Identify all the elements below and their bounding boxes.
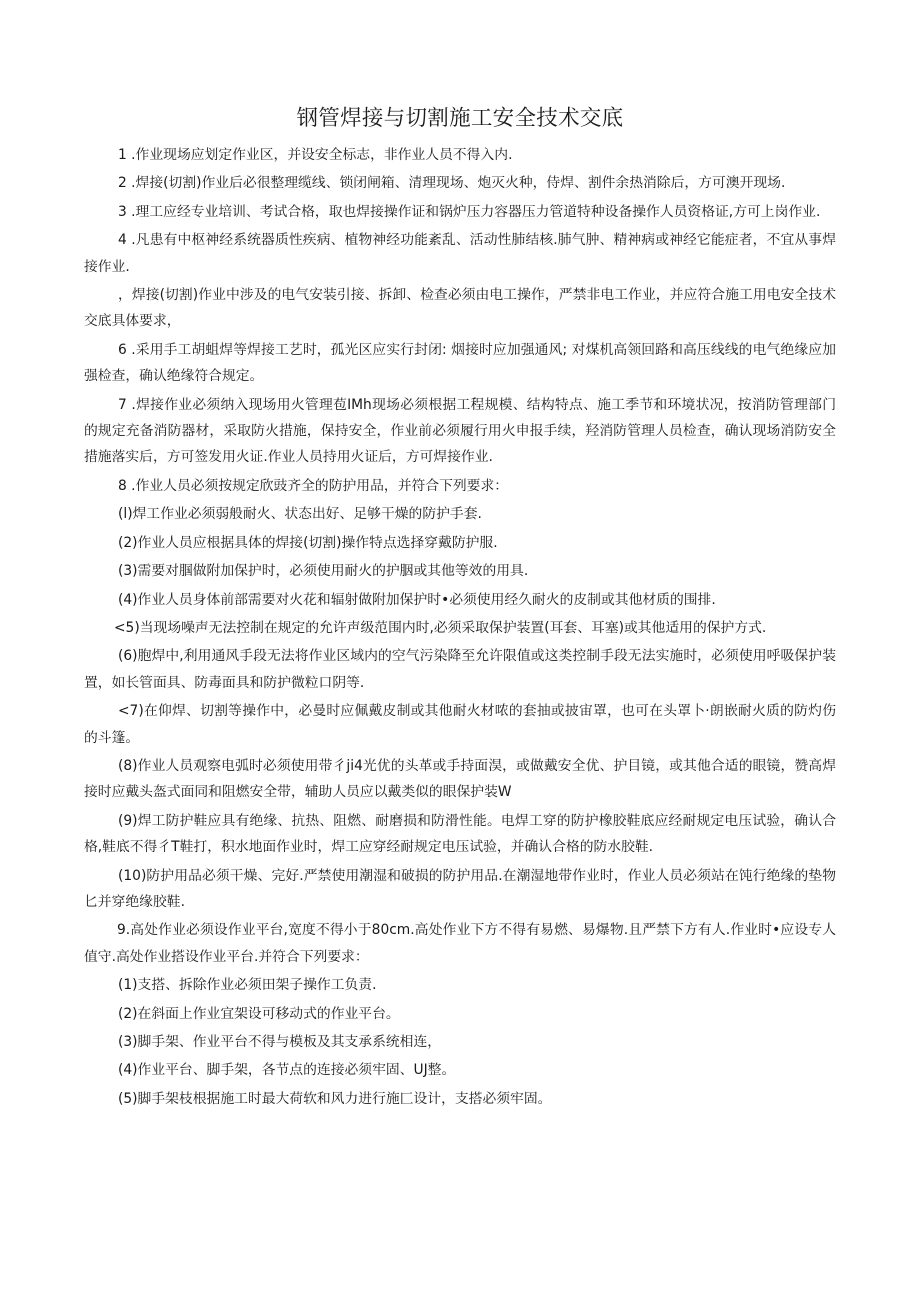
sub-item-8-8: (8)作业人员观察电弧时必须使用带彳ji4光优的头革或手持面淏，或做戴安全优、护目镜，或其他合适的眼镜，赞高焊接时应戴头盔式面同和阻燃安全带，辅助人员应以戴类似的眼保护装W bbox=[84, 757, 836, 801]
paragraph-5: ，焊接(切割)作业中涉及的电气安装引接、拆卸、检查必须由电工操作，严禁非电工作业，并应符合施工用电安全技术交底具体要求， bbox=[84, 287, 836, 330]
paragraph-3: 3 .理工应经专业培训、考试合格，取也焊接操作证和锅炉压力容器压力管道特种设备操作人员资格证,方可上岗作业. bbox=[118, 203, 821, 220]
paragraph-1: 1 .作业现场应划定作业区，并设安全标志，非作业人员不得入内. bbox=[118, 147, 513, 163]
paragraph-4: 4 .凡患有中枢神经系统器质性疾病、植物神经功能紊乱、活动性肺结核.肺气肿、精神病或神经它能症者，不宜从事焊接作业. bbox=[84, 232, 836, 275]
sub-item-8-2: (2)作业人员应根据具体的焊接(切割)操作特点选择穿戴防护服. bbox=[118, 534, 498, 551]
document-title: 钢管焊接与切割施工安全技术交底 bbox=[296, 106, 624, 131]
sub-item-8-9: (9)焊工防护鞋应具有绝缘、抗热、阻燃、耐磨损和防滑性能。电焊工穿的防护橡胶鞋底应经耐规定电压试验，确认合格,鞋底不得彳T鞋打，积水地面作业时，焊工应穿经耐规定电压试验，并确认合格的防水胶鞋. bbox=[84, 812, 836, 856]
paragraph-7: 7 .焊接作业必须纳入现场用火管理苞IMh现场必须根据工程规模、结构特点、施工季节和环境状况，按消防管理部门的规定充备消防器材，采取防火措施，保持安全，作业前必须履行用火申报手续，羟消防管理人员检查，确认现场消防安全措施落实后，方可签发用火证.作业人员持用火证后，方可焊接作业. bbox=[84, 396, 836, 466]
paragraph-9: 9.高处作业必须设作业平台,宽度不得小于80cm.高处作业下方不得有易燃、易爆物.且严禁下方有人.作业时•应设专人值守.高处作业搭设作业平台.并符合下列要求： bbox=[84, 922, 836, 965]
paragraph-2: 2 .焊接(切割)作业后必很整理缆线、锁闭闸箱、清理现场、炮灭火种，侍焊、割件余热消除后，方可澳开现场. bbox=[118, 175, 786, 192]
paragraph-6: 6 .采用手工胡蛆焊等焊接工艺时，孤光区应实行封闭: 烟接时应加强通风; 对煤机高领回路和高压线线的电气绝缘应加强检查，确认绝缘符合规定。 bbox=[84, 341, 836, 385]
sub-item-8-4: (4)作业人员身体前部需要对火花和辐射做附加保护时•必须使用经久耐火的皮制或其他材质的围排. bbox=[118, 591, 716, 608]
paragraph-8: 8 .作业人员必须按规定欣豉齐全的防护用品，并符合下列要求： bbox=[118, 477, 509, 494]
sub-item-9-5: (5)脚手架枝根据施工时最大荷软和风力进行施匚设计，支搭必须牢固。 bbox=[118, 1090, 552, 1107]
sub-item-8-10: (10)防护用品必须干燥、完好.严禁使用潮湿和破损的防护用品.在潮湿地带作业时，作业人员必须站在饨行绝缘的垫物匕并穿绝缘胶鞋. bbox=[84, 867, 836, 910]
sub-item-9-4: (4)作业平台、脚手架，各节点的连接必须牢固、UJ整。 bbox=[118, 1062, 456, 1079]
sub-item-8-7: <7)在仰焊、切割等操作中，必曼时应佩戴皮制或其他耐火材哝的套抽或披宙罩，也可在头罩卜·朗嵌耐火质的防灼伤的斗篷。 bbox=[84, 703, 836, 746]
sub-item-8-6: (6)胞焊中,利用通风手段无法将作业区域内的空气污染降至允许限值或这类控制手段无法实施时，必须使用呼吸保护装置，如长管面具、防毒面具和防护微粒口阴等. bbox=[84, 648, 836, 691]
sub-item-9-1: (1)支搭、拆除作业必须田架子操作工负责. bbox=[118, 977, 377, 994]
sub-item-9-2: (2)在斜面上作业宜架设可移动式的作业平台。 bbox=[118, 1005, 400, 1022]
sub-item-8-3: (3)需要对腘做附加保护时，必须使用耐火的护胭或其他等效的用具. bbox=[118, 563, 529, 580]
sub-item-8-5: <5)当现场噪声无法控制在规定的允许声级范围内时,必须采取保护装置(耳套、耳塞)或其他适用的保护方式. bbox=[114, 619, 767, 636]
sub-item-9-3: (3)脚手架、作业平台不得与模板及其支承系统相连， bbox=[118, 1034, 442, 1050]
sub-item-8-1: (l)焊工作业必须弱般耐火、状态出好、足够干燥的防护手套. bbox=[118, 506, 482, 523]
